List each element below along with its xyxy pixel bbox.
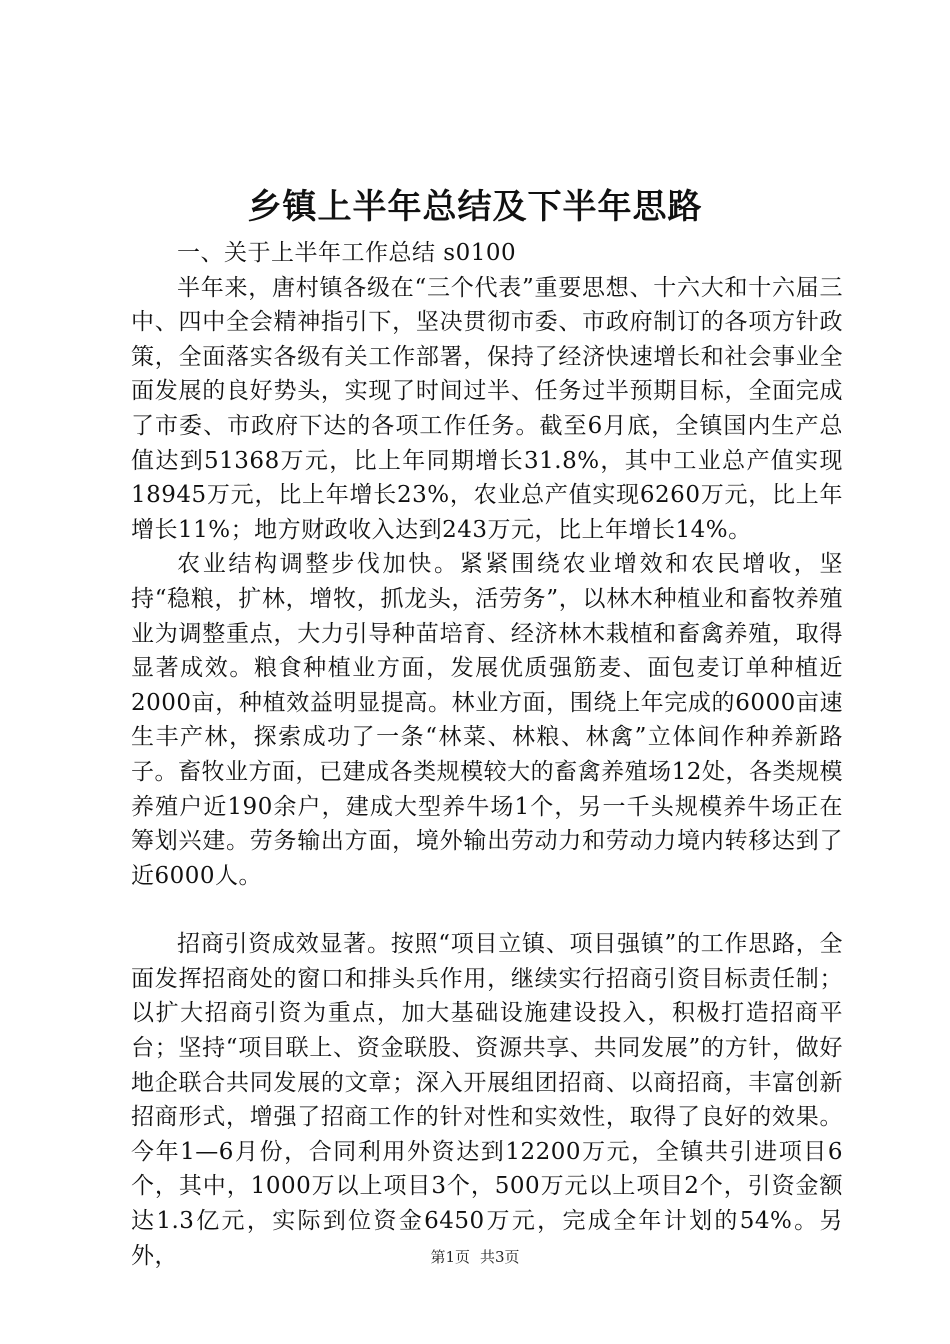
paragraph-investment: 招商引资成效显著。按照“项目立镇、项目强镇”的工作思路，全面发挥招商处的窗口和排头兵作用，继续实行招商引资目标责任制；以扩大招商引资为重点，加大基础设施建设投入，积极打造招商平台；坚持“项目联上、资金联股、资源共享、共同发展”的方针，做好地企联合共同发展的文章；深入开展组团招商、以商招商，丰富创新招商形式，增强了招商工作的针对性和实效性，取得了良好的效果。今年1—6月份，合同利用外资达到12200万元，全镇共引进项目6个，其中，1000万以上项目3个，500万元以上项目2个，引资金额达1.3亿元，实际到位资金6450万元，完成全年计划的54%。另外，	[131, 931, 843, 1269]
paragraph-summary: 半年来，唐村镇各级在“三个代表”重要思想、十六大和十六届三中、四中全会精神指引下，坚决贯彻市委、市政府制订的各项方针政策，全面落实各级有关工作部署，保持了经济快速增长和社会事业全面发展的良好势头，实现了时间过半、任务过半预期目标，全面完成了市委、市政府下达的各项工作任务。截至6月底，全镇国内生产总值达到51368万元，比上年同期增长31.8%，其中工业总产值实现18945万元，比上年增长23%，农业总产值实现6260万元，比上年增长11%；地方财政收入达到243万元，比上年增长14%。	[131, 274, 843, 543]
page-footer	[0, 1246, 950, 1268]
page-number: 第1页	[430, 1248, 470, 1266]
section-heading: 一、关于上半年工作总结 s0100	[177, 240, 517, 266]
page-total: 共3页	[480, 1248, 520, 1266]
document-title: 乡镇上半年总结及下半年思路	[247, 187, 703, 227]
paragraph-agriculture: 农业结构调整步伐加快。紧紧围绕农业增效和农民增收，坚持“稳粮，扩林，增牧，抓龙头，活劳务”，以林木种植业和畜牧养殖业为调整重点，大力引导种苗培育、经济林木栽植和畜禽养殖，取得显著成效。粮食种植业方面，发展优质强筋麦、面包麦订单种植近2000亩，种植效益明显提高。林业方面，围绕上年完成的6000亩速生丰产林，探索成功了一条“林菜、林粮、林禽”立体间作种养新路子。畜牧业方面，已建成各类规模较大的畜禽养殖场12处，各类规模养殖户近190余户，建成大型养牛场1个，另一千头规模养牛场正在筹划兴建。劳务输出方面，境外输出劳动力和劳动力境内转移达到了近6000人。	[131, 551, 843, 889]
document-body	[131, 236, 843, 1273]
